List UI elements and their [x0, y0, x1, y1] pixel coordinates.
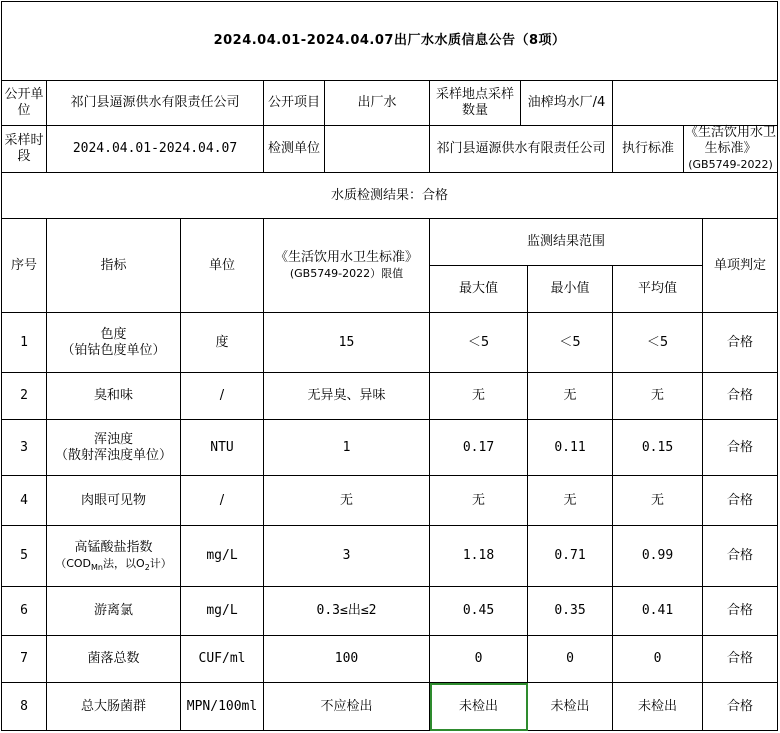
row-verdict: 合格 [703, 313, 778, 373]
header-limit-line1: 《生活饮用水卫生标准》 [274, 249, 418, 265]
row-min: 0.35 [528, 587, 613, 636]
row-avg: 0.99 [613, 526, 703, 587]
row-avg: 无 [613, 476, 703, 526]
row-max: 无 [430, 373, 528, 420]
row-min: 未检出 [528, 683, 613, 731]
indicator-note: （散射浑浊度单位） [54, 447, 172, 463]
table-row [2, 526, 778, 587]
row-avg: 未检出 [613, 683, 703, 731]
row-limit: 无异臭、异味 [264, 373, 430, 420]
site-value: 油榨坞水厂/4 [527, 95, 606, 110]
row-min: 0.71 [528, 526, 613, 587]
header-avg: 平均值 [613, 266, 703, 313]
header-min: 最小值 [528, 266, 613, 313]
header-verdict: 单项判定 [703, 219, 778, 313]
row-indicator: 菌落总数 [47, 636, 181, 683]
row-unit: 度 [181, 313, 264, 373]
row-verdict: 合格 [703, 476, 778, 526]
row-max-selected-cell[interactable]: 未检出 [430, 683, 528, 731]
row-avg: 0 [613, 636, 703, 683]
row-seq: 8 [2, 683, 47, 731]
page-title: 2024.04.01-2024.04.07出厂水水质信息公告（8项） [2, 2, 778, 81]
row-verdict: 合格 [703, 526, 778, 587]
test-unit-cell [264, 126, 430, 173]
row-seq: 7 [2, 636, 47, 683]
row-min: 无 [528, 476, 613, 526]
indicator-name: 色度 [100, 326, 127, 342]
standard-value-line1: 《生活饮用水卫生标准》 [685, 125, 777, 156]
table-row [2, 373, 778, 420]
header-unit: 单位 [181, 219, 264, 313]
standard-value-line2: (GB5749-2022) [688, 158, 773, 171]
row-min: 无 [528, 373, 613, 420]
indicator-name: 浑浊度 [93, 431, 133, 447]
row-limit: 15 [264, 313, 430, 373]
row-limit: 100 [264, 636, 430, 683]
row-seq: 6 [2, 587, 47, 636]
table-row [2, 420, 778, 476]
row-max: ＜5 [430, 313, 528, 373]
row-limit: 无 [264, 476, 430, 526]
unit-label: 公开单位 [2, 81, 47, 126]
row-indicator: 总大肠菌群 [47, 683, 181, 731]
row-limit: 3 [264, 526, 430, 587]
header-indicator: 指标 [47, 219, 181, 313]
row-limit: 不应检出 [264, 683, 430, 731]
row-seq: 1 [2, 313, 47, 373]
row-unit: CUF/ml [181, 636, 264, 683]
row-unit: / [181, 373, 264, 420]
row-seq: 5 [2, 526, 47, 587]
table-row [2, 683, 778, 731]
test-unit-value: 祁门县逼源供水有限责任公司 [430, 126, 613, 173]
row-unit: mg/L [181, 587, 264, 636]
unit-value: 祁门县逼源供水有限责任公司 [47, 81, 264, 126]
row-verdict: 合格 [703, 587, 778, 636]
item-label-text: 公开项目 [264, 81, 325, 125]
period-value: 2024.04.01-2024.04.07 [47, 126, 264, 173]
header-range: 监测结果范围 [430, 219, 703, 266]
row-min: 0.11 [528, 420, 613, 476]
header-limit [264, 219, 430, 313]
row-indicator: 游离氯 [47, 587, 181, 636]
row-indicator [47, 420, 181, 476]
table-row [2, 636, 778, 683]
result-summary: 水质检测结果：合格 [2, 173, 778, 219]
site-value-ext [613, 81, 778, 126]
header-limit-line2: (GB5749-2022）限值 [289, 266, 404, 280]
period-label: 采样时段 [2, 126, 47, 173]
site-label: 采样地点采样数量 [430, 81, 521, 125]
row-limit: 1 [264, 420, 430, 476]
row-max: 0 [430, 636, 528, 683]
row-indicator: 臭和味 [47, 373, 181, 420]
table-row [2, 476, 778, 526]
item-label [264, 81, 430, 126]
row-verdict: 合格 [703, 683, 778, 731]
row-max: 0.17 [430, 420, 528, 476]
row-unit: mg/L [181, 526, 264, 587]
item-value: 出厂水 [357, 95, 397, 110]
indicator-note: （铂钴色度单位） [61, 342, 166, 358]
site-cell [430, 81, 613, 126]
row-unit: MPN/100ml [181, 683, 264, 731]
header-seq: 序号 [2, 219, 47, 313]
row-max: 0.45 [430, 587, 528, 636]
row-avg: 无 [613, 373, 703, 420]
row-verdict: 合格 [703, 636, 778, 683]
water-quality-table [1, 1, 778, 731]
row-avg: 0.15 [613, 420, 703, 476]
row-seq: 4 [2, 476, 47, 526]
row-indicator [47, 526, 181, 587]
row-avg: ＜5 [613, 313, 703, 373]
row-unit: / [181, 476, 264, 526]
row-min: 0 [528, 636, 613, 683]
test-unit-label: 检测单位 [264, 126, 325, 172]
row-limit: 0.3≤出≤2 [264, 587, 430, 636]
table-row [2, 313, 778, 373]
standard-label: 执行标准 [613, 126, 684, 172]
indicator-name: 高锰酸盐指数 [74, 540, 153, 555]
table-row [2, 587, 778, 636]
row-verdict: 合格 [703, 420, 778, 476]
standard-cell [613, 126, 778, 173]
indicator-note: （$COD_{Mn}$法，以$O_2$计） [55, 557, 172, 573]
row-avg: 0.41 [613, 587, 703, 636]
row-indicator [47, 313, 181, 373]
row-indicator: 肉眼可见物 [47, 476, 181, 526]
header-max: 最大值 [430, 266, 528, 313]
row-max: 无 [430, 476, 528, 526]
row-max: 1.18 [430, 526, 528, 587]
row-seq: 3 [2, 420, 47, 476]
row-verdict: 合格 [703, 373, 778, 420]
row-seq: 2 [2, 373, 47, 420]
row-min: ＜5 [528, 313, 613, 373]
row-unit: NTU [181, 420, 264, 476]
